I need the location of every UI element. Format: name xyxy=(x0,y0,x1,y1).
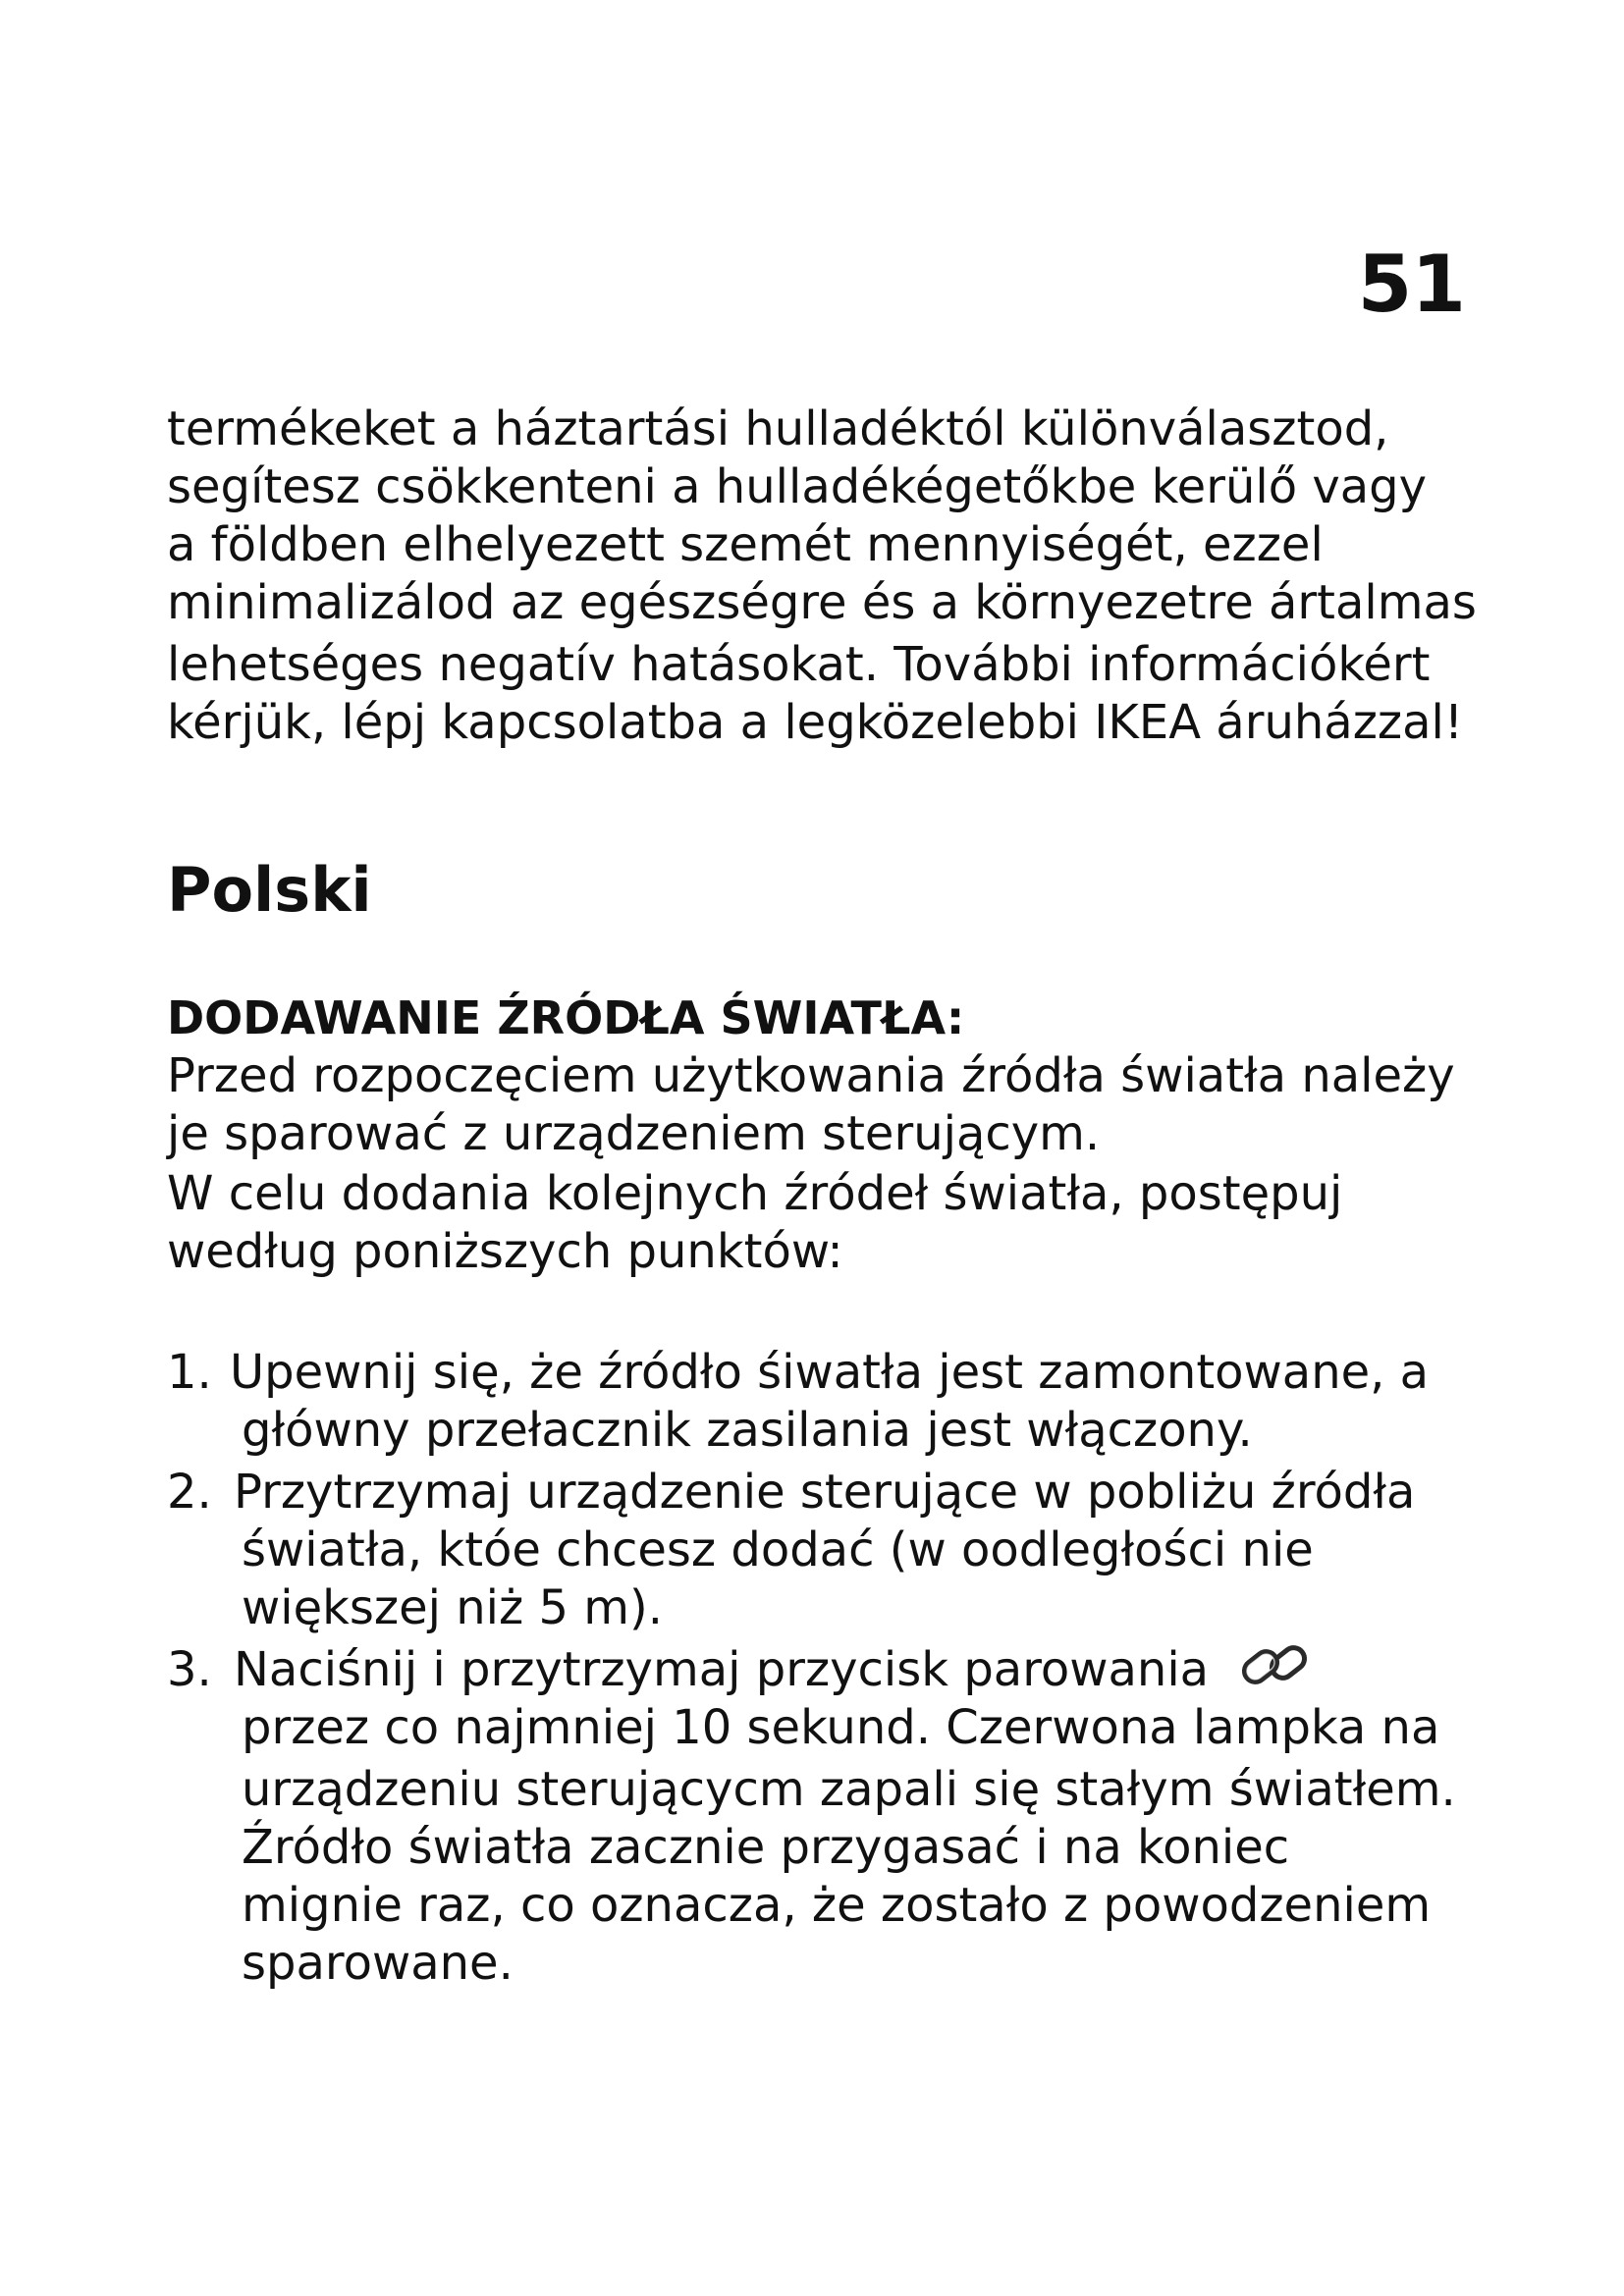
hungarian-paragraph xyxy=(167,400,1483,752)
text-line: według poniższych punktów: xyxy=(167,1224,843,1279)
text-line: główny przełacznik zasilania jest włączony. xyxy=(242,1403,1253,1458)
text-line: urządzeniu sterującycm zapali się stałym światłem. xyxy=(242,1762,1456,1817)
steps-list xyxy=(167,1344,1483,1993)
step-first-line xyxy=(234,1641,1483,1699)
step-number: 2. xyxy=(167,1465,212,1520)
step-item xyxy=(167,1344,1483,1460)
text-line: a földben elhelyezett szemét mennyiségét, ezzel xyxy=(167,517,1324,572)
page-content xyxy=(167,400,1483,1993)
text-line: większej niż 5 m). xyxy=(242,1580,663,1635)
text-line: termékeket a háztartási hulladéktól különválasztod, xyxy=(167,401,1389,456)
text-line: mignie raz, co oznacza, że zostało z powodzeniem xyxy=(242,1878,1432,1933)
step-item xyxy=(167,1464,1483,1637)
text-line: minimalizálod az egészségre és a környezetre ártalmas xyxy=(167,575,1477,630)
step-number: 3. xyxy=(167,1642,212,1697)
text-line: segítesz csökkenteni a hulladékégetőkbe kerülő vagy xyxy=(167,459,1428,514)
text-line: sparowane. xyxy=(242,1936,514,1991)
text-line: Naciśnij i przytrzymaj przycisk parowania xyxy=(234,1642,1210,1697)
text-line: Źródło światła zacznie przygasać i na koniec xyxy=(242,1820,1290,1875)
text-line: Przed rozpoczęciem użytkowania źródła światła należy xyxy=(167,1048,1455,1103)
text-line: przez co najmniej 10 sekund. Czerwona lampka na xyxy=(242,1700,1440,1755)
intro-paragraph-1 xyxy=(167,1047,1483,1163)
intro-paragraph-2 xyxy=(167,1165,1483,1281)
text-line: Upewnij się, że źródło śiwatła jest zamontowane, a xyxy=(230,1345,1430,1400)
text-line: W celu dodania kolejnych źródeł światła, postępuj xyxy=(167,1166,1343,1221)
text-line: światła, któe chcesz dodać (w oodległości nie xyxy=(242,1522,1314,1577)
section-heading: DODAWANIE ŹRÓDŁA ŚWIATŁA: xyxy=(167,991,965,1044)
step-item xyxy=(167,1641,1483,1993)
step-number: 1. xyxy=(167,1345,212,1400)
chain-link-icon xyxy=(1239,1640,1312,1693)
text-line: Przytrzymaj urządzenie sterujące w pobliżu źródła xyxy=(234,1465,1416,1520)
language-heading: Polski xyxy=(167,854,372,926)
text-line: kérjük, lépj kapcsolatba a legközelebbi IKEA áruházzal! xyxy=(167,695,1464,750)
text-line: lehetséges negatív hatásokat. További információkért xyxy=(167,637,1431,692)
text-line: je sparować z urządzeniem sterującym. xyxy=(167,1106,1101,1161)
page-number: 51 xyxy=(1357,239,1465,330)
